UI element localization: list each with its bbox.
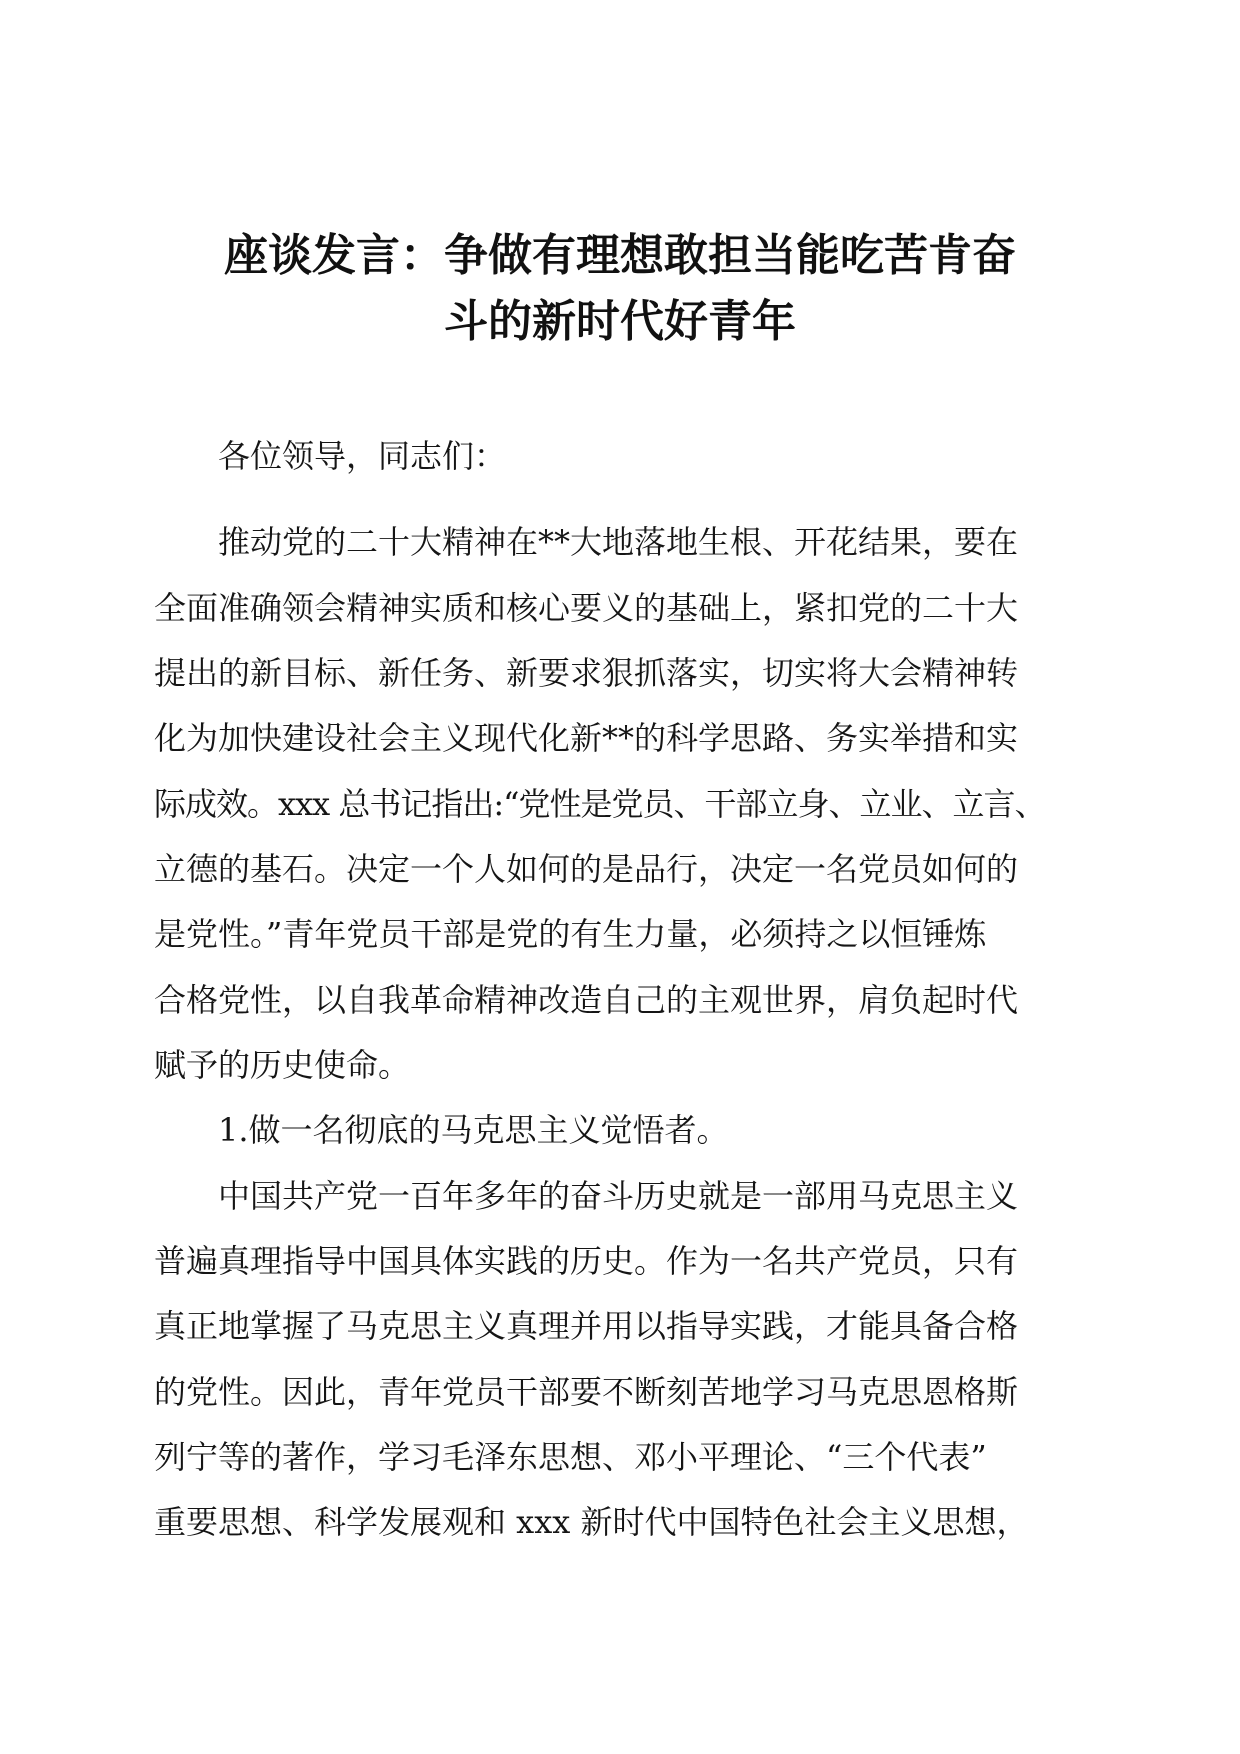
paragraph-1-line-8: 合格党性，以自我革命精神改造自己的主观世界，肩负起时代 — [154, 981, 1019, 1019]
paragraph-1-line-5: 际成效。xxx 总书记指出:“党性是党员、干部立身、立业、立言、 — [154, 785, 1046, 823]
paragraph-1-line-7: 是党性。”青年党员干部是党的有生力量，必须持之以恒锤炼 — [154, 915, 987, 953]
paragraph-2-line-5: 列宁等的著作，学习毛泽东思想、邓小平理论、“三个代表” — [154, 1438, 987, 1476]
paragraph-1-line-1: 推动党的二十大精神在**大地落地生根、开花结果，要在 — [218, 523, 1019, 561]
salutation: 各位领导，同志们： — [218, 437, 507, 475]
paragraph-1-line-4: 化为加快建设社会主义现代化新**的科学思路、务实举措和实 — [154, 719, 1019, 757]
paragraph-1-line-9: 赋予的历史使命。 — [154, 1046, 411, 1084]
paragraph-1-line-3: 提出的新目标、新任务、新要求狠抓落实，切实将大会精神转 — [154, 654, 1019, 692]
paragraph-1-line-2: 全面准确领会精神实质和核心要义的基础上，紧扣党的二十大 — [154, 589, 1019, 627]
paragraph-2-line-3: 真正地掌握了马克思主义真理并用以指导实践，才能具备合格 — [154, 1307, 1019, 1345]
paragraph-2-line-6: 重要思想、科学发展观和 xxx 新时代中国特色社会主义思想， — [154, 1503, 1029, 1541]
section-heading-1: 1.做一名彻底的马克思主义觉悟者。 — [218, 1111, 729, 1149]
paragraph-1-line-6: 立德的基石。决定一个人如何的是品行，决定一名党员如何的 — [154, 850, 1019, 888]
paragraph-2-line-2: 普遍真理指导中国具体实践的历史。作为一名共产党员，只有 — [154, 1242, 1019, 1280]
document-title-line-2: 斗的新时代好青年 — [444, 296, 796, 347]
paragraph-2-line-1: 中国共产党一百年多年的奋斗历史就是一部用马克思主义 — [218, 1177, 1019, 1215]
document-title-line-1: 座谈发言：争做有理想敢担当能吃苦肯奋 — [224, 230, 1016, 281]
paragraph-2-line-4: 的党性。因此，青年党员干部要不断刻苦地学习马克思恩格斯 — [154, 1373, 1019, 1411]
